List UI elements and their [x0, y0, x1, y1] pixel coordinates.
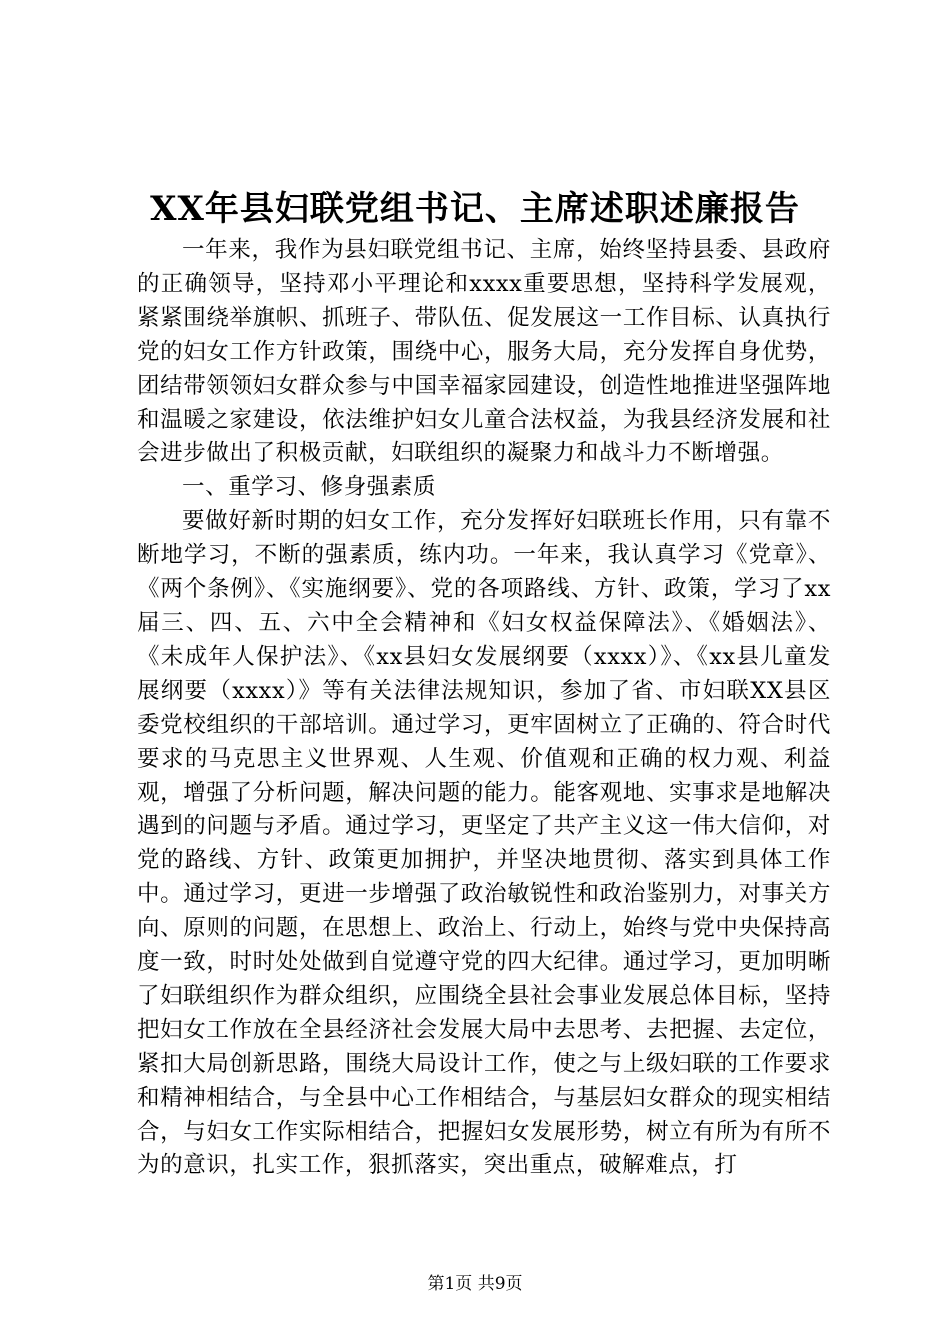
page-footer: 第1页 共9页	[427, 1274, 523, 1294]
document-title: XX年县妇联党组书记、主席述职述廉报告	[150, 189, 800, 229]
document-body	[137, 234, 831, 1183]
section-heading: 一、重学习、修身强素质	[182, 474, 437, 501]
paragraph-body: 要做好新时期的妇女工作，充分发挥好妇联班长作用，只有靠不断地学习，不断的强素质，练内功。一年来，我认真学习《党章》、《两个条例》、《实施纲要》、党的各项路线、方针、政策，学习了xx届三、四、五、六中全会精神和《妇女权益保障法》、《婚姻法》、《未成年人保护法》、《xx县妇女发展纲要（xxxx）》、《xx县儿童发展纲要（xxxx）》等有关法律法规知识，参加了省、市妇联XX县区委党校组织的干部培训。通过学习，更牢固树立了正确的、符合时代要求的马克思主义世界观、人生观、价值观和正确的权力观、利益观，增强了分析问题，解决问题的能力。能客观地、实事求是地解决遇到的问题与矛盾。通过学习，更坚定了共产主义这一伟大信仰，对党的路线、方针、政策更加拥护，并坚决地贯彻、落实到具体工作中。通过学习，更进一步增强了政治敏锐性和政治鉴别力，对事关方向、原则的问题，在思想上、政治上、行动上，始终与党中央保持高度一致，时时处处做到自觉遵守党的四大纪律。通过学习，更加明晰了妇联组织作为群众组织，应围绕全县社会事业发展总体目标，坚持把妇女工作放在全县经济社会发展大局中去思考、去把握、去定位，紧扣大局创新思路，围绕大局设计工作，使之与上级妇联的工作要求和精神相结合，与全县中心工作相结合，与基层妇女群众的现实相结合，与妇女工作实际相结合，把握妇女发展形势，树立有所为有所不为的意识，扎实工作，狠抓落实，突出重点，破解难点，打	[137, 508, 831, 1179]
paragraph-intro: 一年来，我作为县妇联党组书记、主席，始终坚持县委、县政府的正确领导，坚持邓小平理论和xxxx重要思想，坚持科学发展观，紧紧围绕举旗帜、抓班子、带队伍、促发展这一工作目标、认真执行党的妇女工作方针政策，围绕中心，服务大局，充分发挥自身优势，团结带领领妇女群众参与中国幸福家园建设，创造性地推进坚强阵地和温暖之家建设，依法维护妇女儿童合法权益，为我县经济发展和社会进步做出了积极贡献，妇联组织的凝聚力和战斗力不断增强。	[137, 237, 831, 467]
